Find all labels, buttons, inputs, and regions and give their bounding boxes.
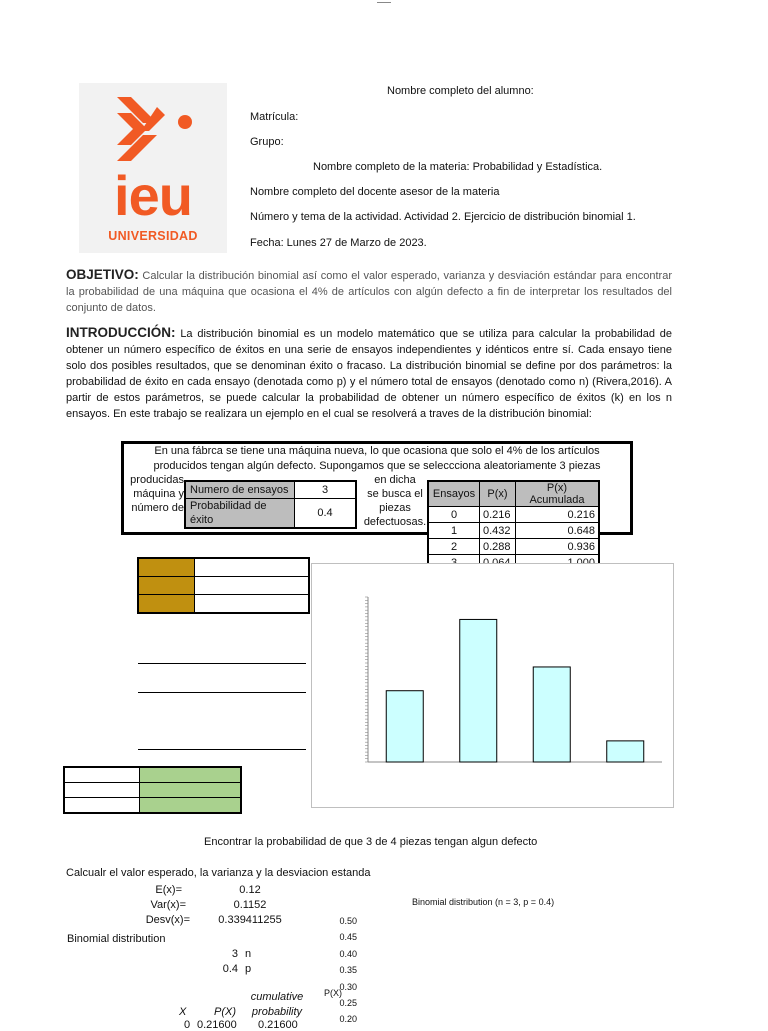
value-cell[interactable] xyxy=(195,558,310,577)
cell-px-cumulative: 0.648 xyxy=(516,523,600,539)
label-cell xyxy=(64,767,140,783)
result-placeholder-table xyxy=(63,766,242,814)
grupo-line: Grupo: xyxy=(250,136,284,148)
table-row xyxy=(64,798,241,814)
row0-cumulative: 0.21600 xyxy=(258,1019,298,1031)
std-dev-value: 0.339411255 xyxy=(218,914,282,926)
trials-label: Numero de ensayos xyxy=(185,481,295,499)
fragment-right-4: defectuosas. xyxy=(363,516,427,528)
stats-intro: Calcualr el valor esperado, la varianza y la desviacion estanda xyxy=(66,867,371,879)
value-cell[interactable] xyxy=(195,577,310,595)
ieu-logo xyxy=(79,83,227,253)
green-value-cell[interactable] xyxy=(140,783,242,798)
small-chart-tick: 0.35 xyxy=(339,965,357,975)
probability-label: Probabilidad de éxito xyxy=(185,499,295,529)
objective-paragraph xyxy=(66,267,672,316)
question-text: Encontrar la probabilidad de que 3 de 4 piezas tengan algun defecto xyxy=(204,836,538,848)
cumulative-header-1: cumulative xyxy=(250,991,304,1003)
header-px: P(x) xyxy=(480,481,516,507)
introduction-heading: INTRODUCCIÓN: xyxy=(66,325,176,340)
header-ensayos: Ensayos xyxy=(428,481,480,507)
bar-0 xyxy=(386,691,423,762)
fragment-right-1: en dicha xyxy=(374,474,416,486)
cell-px-cumulative: 0.216 xyxy=(516,507,600,523)
fragment-right-3: piezas xyxy=(379,502,411,514)
p-value: 0.4 xyxy=(222,963,238,975)
answer-line xyxy=(138,692,306,693)
trials-value[interactable]: 3 xyxy=(295,481,357,499)
header-px-cumulative: P(x) Acumulada xyxy=(516,481,600,507)
cell-px-cumulative: 0.936 xyxy=(516,539,600,555)
logo-wordmark: ieu xyxy=(114,164,192,227)
matricula-line: Matrícula: xyxy=(250,111,299,123)
table-row xyxy=(64,767,241,783)
row0-x: 0 xyxy=(184,1019,191,1031)
cell-ensayo: 0 xyxy=(428,507,480,523)
table-row xyxy=(138,558,309,577)
cumulative-header-2: probability xyxy=(251,1006,303,1018)
table-row xyxy=(428,507,599,523)
label-cell xyxy=(64,783,140,798)
gold-label-cell xyxy=(138,558,195,577)
introduction-paragraph xyxy=(66,325,672,422)
row0-px: 0.21600 xyxy=(197,1019,237,1031)
gold-label-cell xyxy=(138,577,195,595)
bar-2 xyxy=(533,667,570,762)
cell-px: 0.432 xyxy=(480,523,516,539)
x-column-header: X xyxy=(179,1006,187,1018)
binomial-title: Binomial distribution xyxy=(67,933,166,945)
expected-value-label: E(x)= xyxy=(155,884,182,896)
objective-heading: OBJETIVO: xyxy=(66,267,139,282)
table-header-row xyxy=(428,481,599,507)
problem-fragment-right xyxy=(362,473,428,529)
answer-line xyxy=(138,749,306,750)
parameters-table xyxy=(184,480,357,529)
table-row xyxy=(428,539,599,555)
problem-line-1: En una fábrca se tiene una máquina nueva, lo que ocasiona que solo el 4% de los artículos xyxy=(154,445,600,457)
small-chart-tick: 0.50 xyxy=(339,916,357,926)
fragment-left-2: máquina y xyxy=(133,488,184,500)
green-value-cell[interactable] xyxy=(140,767,242,783)
page-top-mark xyxy=(377,0,391,3)
n-value: 3 xyxy=(231,948,238,960)
variance-value: 0.1152 xyxy=(233,899,267,911)
gold-label-cell xyxy=(138,595,195,614)
small-chart-tick: 0.30 xyxy=(339,982,357,992)
bar-1 xyxy=(460,619,497,762)
bar-chart-svg xyxy=(312,564,673,807)
cell-px: 0.216 xyxy=(480,507,516,523)
problem-fragment-left xyxy=(126,473,184,515)
cell-ensayo: 2 xyxy=(428,539,480,555)
std-dev-label: Desv(x)= xyxy=(145,914,190,926)
small-chart-y-label: P(X) xyxy=(324,988,342,998)
binomial-results-table xyxy=(427,480,600,572)
probability-bar-chart xyxy=(311,563,674,808)
px-column-header: P(X) xyxy=(214,1006,236,1018)
small-chart-tick: 0.20 xyxy=(339,1014,357,1024)
chevrons-icon xyxy=(113,97,195,165)
student-name-line: Nombre completo del alumno: xyxy=(387,85,534,97)
p-label: p xyxy=(245,963,252,975)
table-row xyxy=(138,577,309,595)
problem-text xyxy=(142,444,612,474)
variance-label: Var(x)= xyxy=(150,899,186,911)
small-chart-title: Binomial distribution (n = 3, p = 0.4) xyxy=(412,897,555,907)
teacher-line: Nombre completo del docente asesor de la materia xyxy=(250,186,500,198)
problem-line-2: producidos tengan algún defecto. Supongamos que se seleccciona aleatoriamente 3 piezas xyxy=(153,460,601,472)
table-row xyxy=(138,595,309,614)
introduction-text: La distribución binomial es un modelo matemático que se utiliza para calcular la probabilidad de obtener un número específico de éxitos en una serie de ensayos independientes y idénticos entre sí. Cada ensayo tiene solo dos posibles resultados, que se denominan éxito o fracaso. La distribución binomial se define por dos parámetros: la probabilidad de éxito en cada ensayo (denotada como p) y el número total de ensayos (denotado como n) (Rivera,2016). A partir de estos parámetros, se puede calcular la probabilidad de obtener un número específico de éxitos (k) en los n ensayos. En este trabajo se realizara un ejemplo en el cual se resolverá a traves de la distribución binomial: xyxy=(66,328,672,420)
table-row xyxy=(185,499,356,529)
date-line: Fecha: Lunes 27 de Marzo de 2023. xyxy=(250,237,427,249)
small-chart-tick: 0.45 xyxy=(339,932,357,942)
stats-placeholder-table xyxy=(137,557,310,614)
probability-value[interactable]: 0.4 xyxy=(295,499,357,529)
subject-line: Nombre completo de la materia: Probabilidad y Estadística. xyxy=(313,161,603,173)
cell-ensayo: 1 xyxy=(428,523,480,539)
activity-line: Número y tema de la actividad. Actividad 2. Ejercicio de distribución binomial 1. xyxy=(250,211,636,223)
fragment-right-2: se busca el xyxy=(367,488,423,500)
logo-subtitle: UNIVERSIDAD xyxy=(108,229,198,243)
value-cell[interactable] xyxy=(195,595,310,614)
cell-px: 0.288 xyxy=(480,539,516,555)
objective-text: Calcular la distribución binomial así como el valor esperado, varianza y desviación estándar para encontrar la probabilidad de una máquina que ocasiona el 4% de artículos con algún defecto a fin de interpretar los resultados del conjunto de datos. xyxy=(66,270,672,314)
fragment-left-1: producidas xyxy=(130,474,184,486)
small-chart-tick: 0.25 xyxy=(339,998,357,1008)
small-chart-tick: 0.40 xyxy=(339,949,357,959)
label-cell xyxy=(64,798,140,814)
fragment-left-3: número de xyxy=(131,502,184,514)
bar-3 xyxy=(607,741,644,762)
table-row xyxy=(185,481,356,499)
table-row xyxy=(64,783,241,798)
answer-line xyxy=(138,663,306,664)
green-value-cell[interactable] xyxy=(140,798,242,814)
n-label: n xyxy=(245,948,252,960)
expected-value: 0.12 xyxy=(239,884,261,896)
table-row xyxy=(428,523,599,539)
